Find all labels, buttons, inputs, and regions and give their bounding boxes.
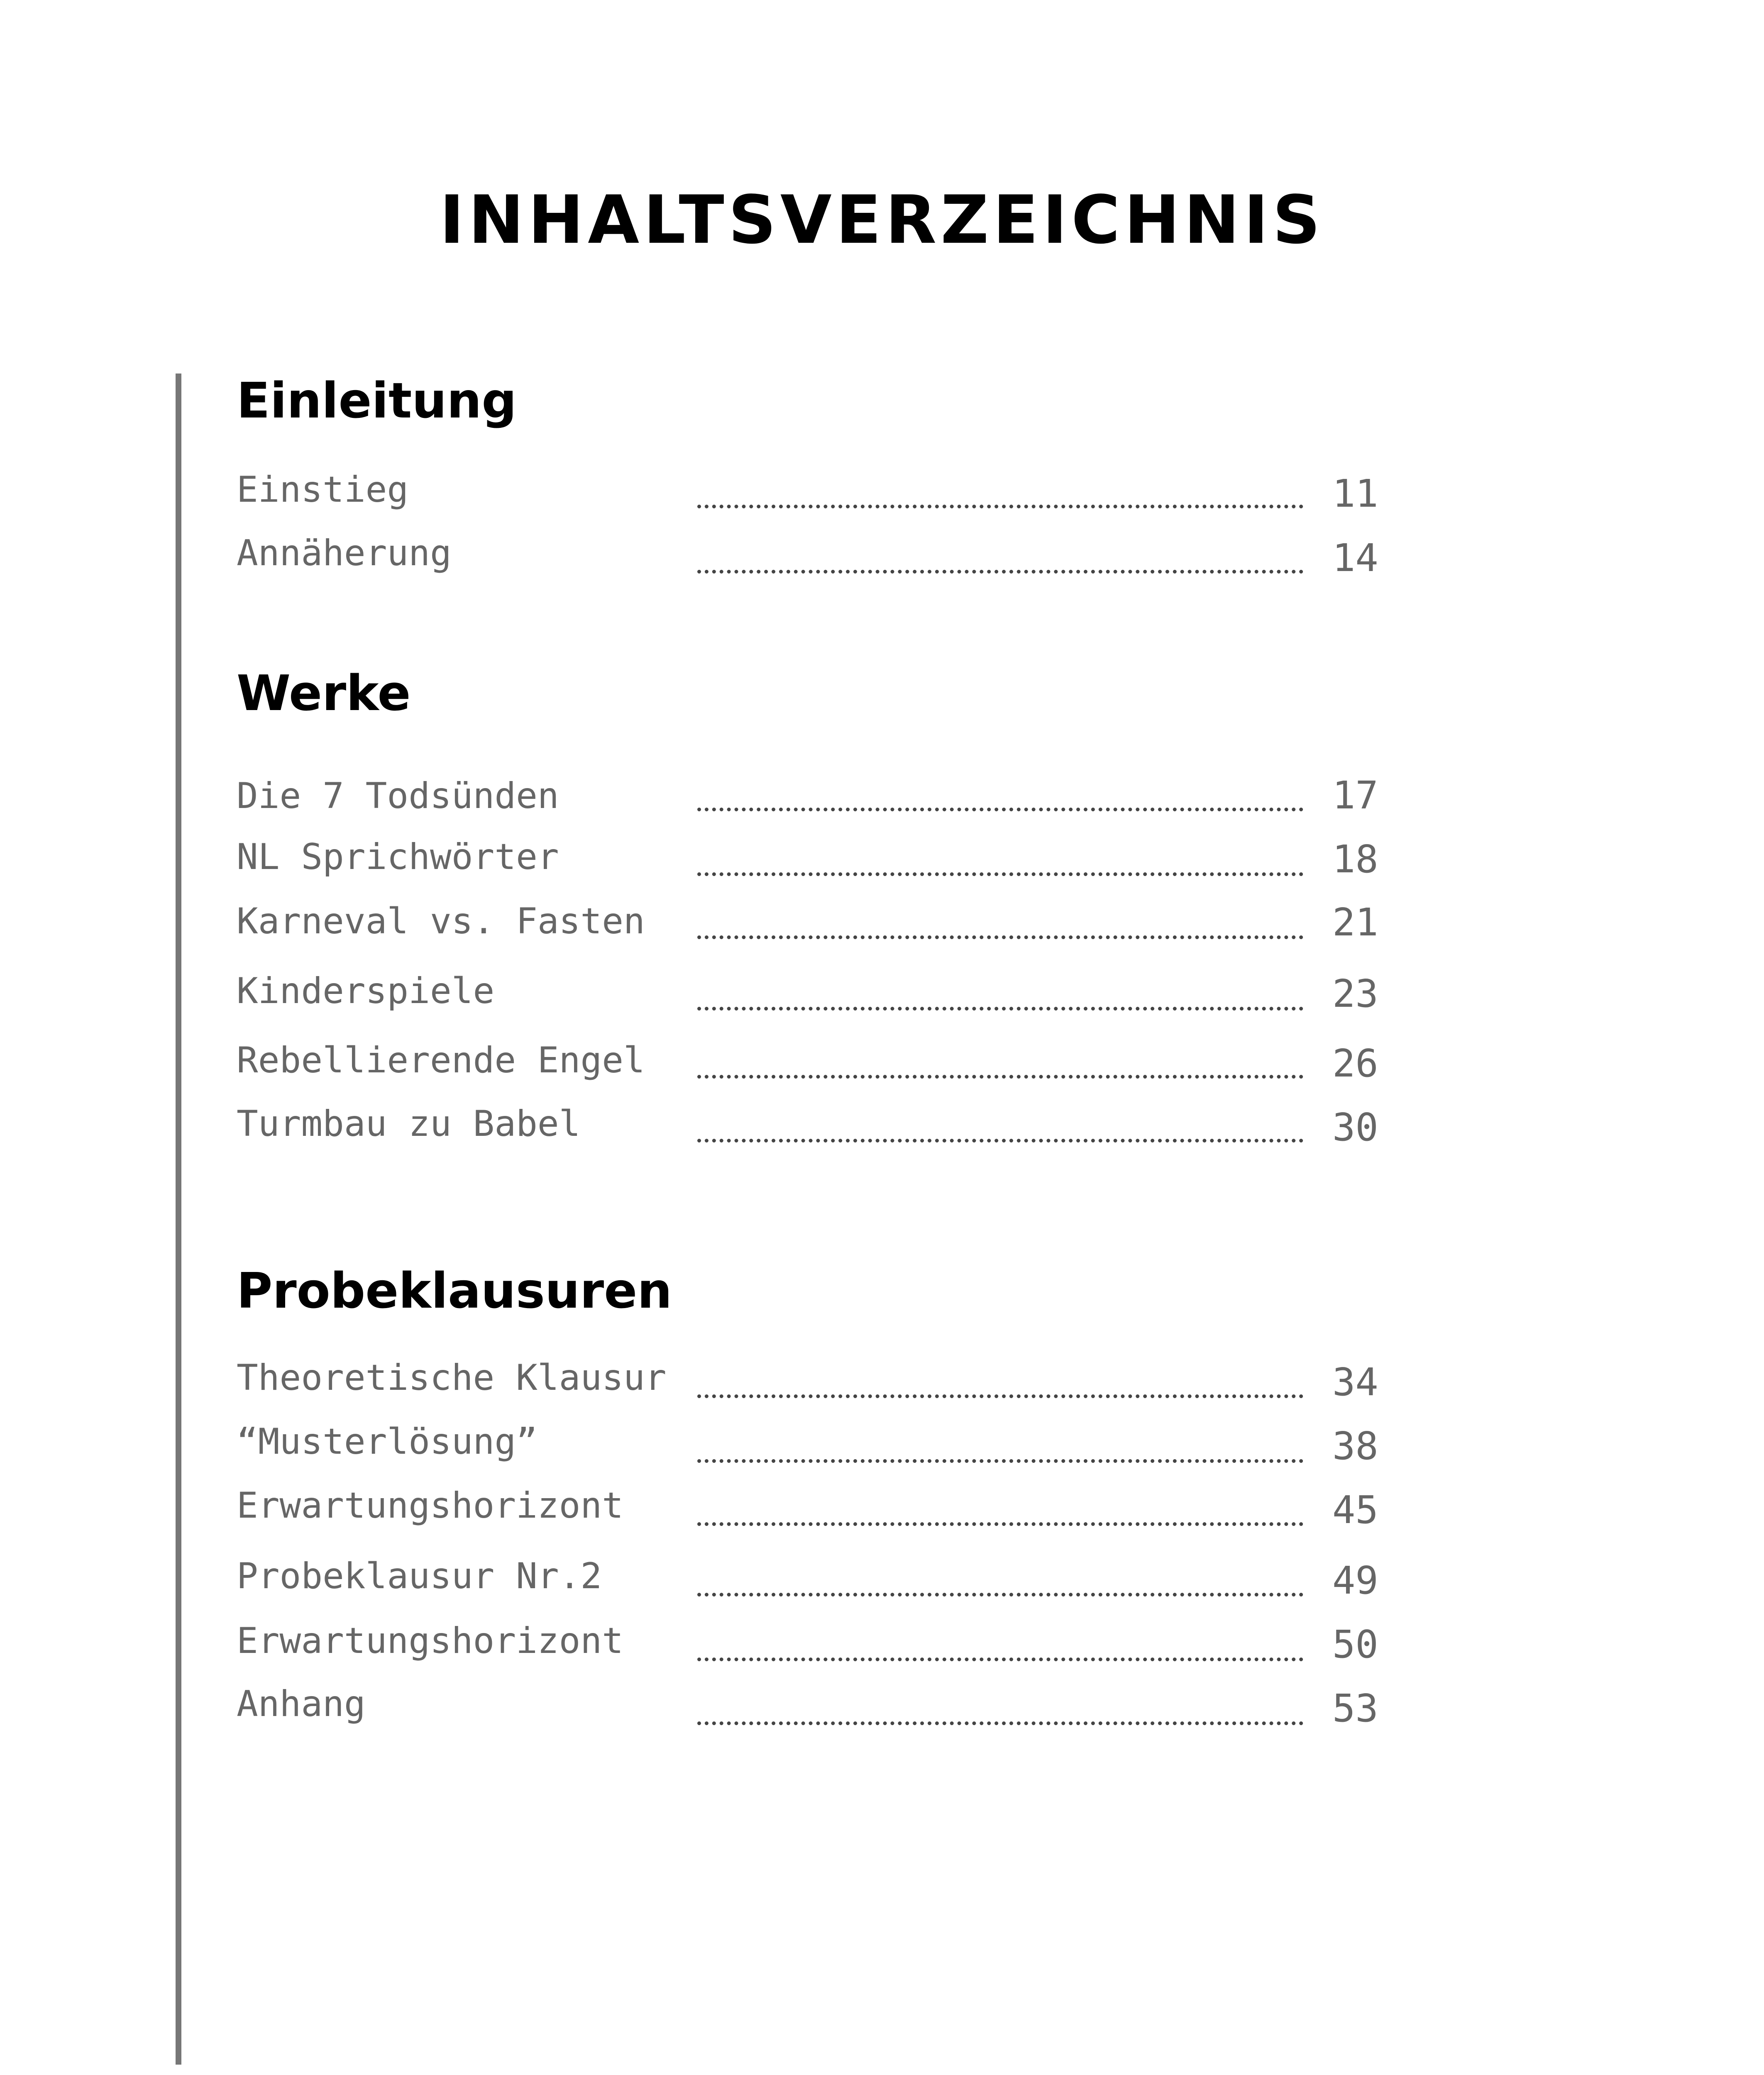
toc-entry-label: Annäherung [237,532,452,574]
toc-entry-label: Erwartungshorizont [237,1620,623,1662]
toc-entry-label: NL Sprichwörter [237,836,559,878]
toc-side-bar [176,374,181,2065]
toc-entry-label: Rebellierende Engel [237,1040,645,1081]
toc-entry-page: 18 [1332,837,1378,881]
toc-dot-leader [697,505,1303,508]
section-heading-einleitung: Einleitung [237,372,517,429]
toc-dot-leader [697,570,1303,574]
toc-entry-page: 21 [1332,900,1378,945]
toc-dot-leader [697,935,1303,939]
toc-entry-label: “Musterlösung” [237,1421,538,1462]
toc-entry-page: 50 [1332,1622,1378,1667]
toc-entry-page: 38 [1332,1424,1378,1468]
toc-entry-label: Turmbau zu Babel [237,1103,581,1145]
section-heading-probeklausuren: Probeklausuren [237,1262,672,1319]
toc-dot-leader [697,808,1303,811]
toc-entry-page: 30 [1332,1105,1378,1150]
toc-dot-leader [697,1721,1303,1725]
toc-entry-label: Die 7 Todsünden [237,775,559,817]
toc-dot-leader [697,1139,1303,1142]
toc-dot-leader [697,1593,1303,1597]
section-heading-werke: Werke [237,664,411,722]
toc-entry-page: 14 [1332,536,1378,580]
toc-entry-page: 34 [1332,1360,1378,1404]
toc-entry-label: Karneval vs. Fasten [237,901,645,942]
toc-entry-label: Erwartungshorizont [237,1485,623,1526]
toc-entry-page: 17 [1332,773,1378,818]
toc-dot-leader [697,1658,1303,1661]
toc-entry-page: 49 [1332,1558,1378,1603]
toc-entry-page: 23 [1332,972,1378,1016]
page-title: INHALTSVERZEICHNIS [439,181,1325,259]
toc-dot-leader [697,1522,1303,1526]
toc-entry-label: Anhang [237,1683,366,1725]
toc-entry-label: Theoretische Klausur [237,1357,667,1399]
toc-dot-leader [697,1075,1303,1079]
toc-dot-leader [697,1007,1303,1011]
toc-dot-leader [697,1394,1303,1398]
toc-entry-page: 45 [1332,1488,1378,1532]
toc-entry-page: 11 [1332,471,1378,516]
toc-entry-page: 53 [1332,1686,1378,1731]
toc-entry-label: Einstieg [237,469,409,510]
toc-dot-leader [697,872,1303,876]
toc-dot-leader [697,1459,1303,1463]
toc-entry-page: 26 [1332,1041,1378,1086]
toc-entry-label: Kinderspiele [237,970,495,1012]
toc-entry-label: Probeklausur Nr.2 [237,1555,602,1597]
